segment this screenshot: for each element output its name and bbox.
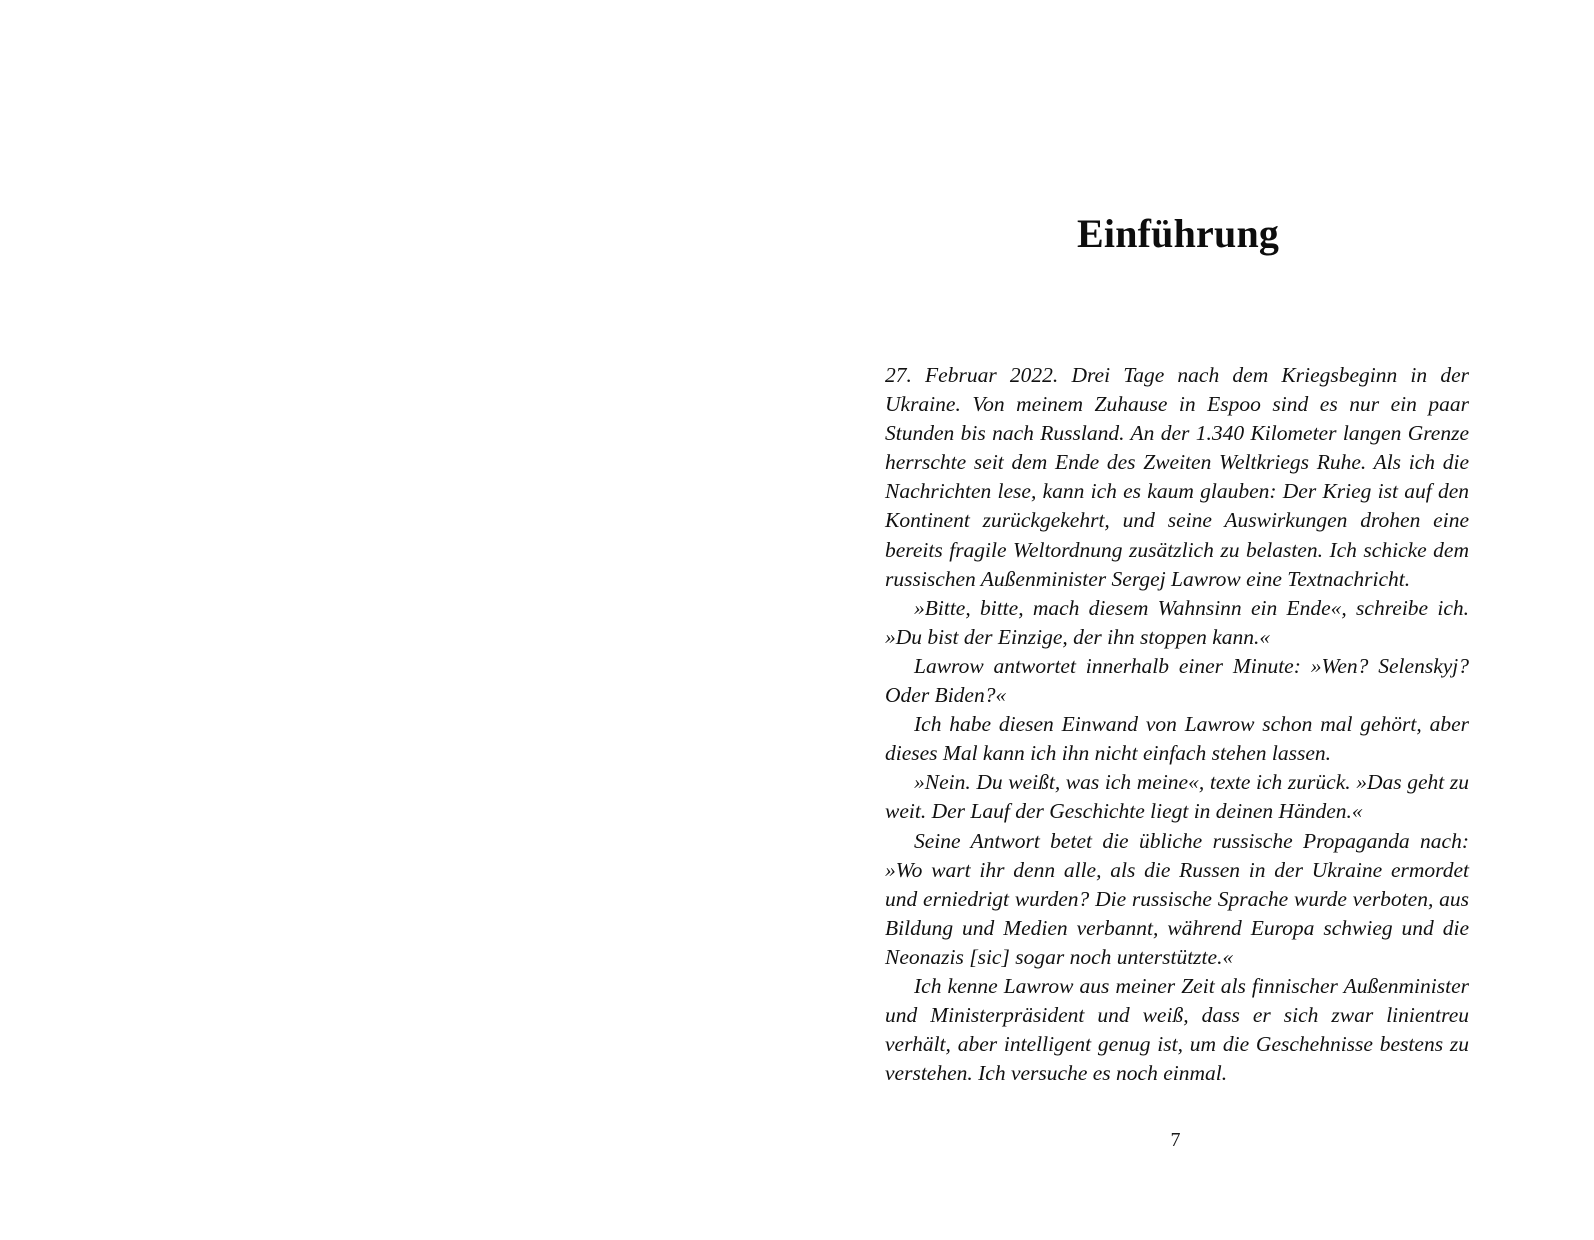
paragraph: Seine Antwort betet die übliche russische Propaganda nach: »Wo wart ihr denn alle, als die Russen in der Ukraine ermordet und erniedrigt wurden? Die russische Sprache wurde verboten, aus Bildung und Medien verbannt, während Europa schwieg und die Neonazis [sic] sogar noch unterstützte.« bbox=[885, 828, 1469, 969]
paragraph: Ich kenne Lawrow aus meiner Zeit als finnischer Außenminister und Ministerpräsident und weiß, dass er sich zwar linientreu verhält, aber intelligent genug ist, um die Geschehnisse bestens zu verstehen. Ich versuche es noch einmal. bbox=[885, 973, 1469, 1086]
chapter-title-text: Einführung bbox=[1077, 211, 1280, 256]
paragraph: »Nein. Du weißt, was ich meine«, texte ich zurück. »Das geht zu weit. Der Lauf der Geschichte liegt in deinen Händen.« bbox=[885, 770, 1469, 824]
page-number bbox=[797, 1128, 1594, 1152]
paragraph: Lawrow antwortet innerhalb einer Minute: »Wen? Selenskyj? Oder Biden?« bbox=[885, 653, 1469, 708]
page-number-text: 7 bbox=[1170, 1129, 1181, 1151]
chapter-title bbox=[797, 208, 1594, 260]
paragraph-opening: 27. Februar 2022. Drei Tage nach dem Kriegsbeginn in der Ukraine. Von meinem Zuhause in Espoo sind es nur ein paar Stunden bis nach Russland. An der 1.340 Kilometer langen Grenze herrschte seit dem Ende des Zweiten Weltkriegs Ruhe. Als ich die Nachrichten lese, kann ich es kaum glauben: Der Krieg ist auf den Kontinent zurückgekehrt, und seine Auswirkungen drohen eine bereits fragile Weltordnung zusätzlich zu belasten. Ich schicke dem russischen Außenminister Sergej Lawrow eine Textnachricht. bbox=[885, 363, 1469, 591]
paragraph: Ich habe diesen Einwand von Lawrow schon mal gehört, aber dieses Mal kann ich ihn nicht einfach stehen lassen. bbox=[885, 712, 1469, 766]
chapter-body bbox=[885, 361, 1469, 1088]
right-page bbox=[797, 0, 1594, 1240]
paragraph: »Bitte, bitte, mach diesem Wahnsinn ein Ende«, schreibe ich. »Du bist der Einzige, der ihn stoppen kann.« bbox=[885, 595, 1469, 649]
